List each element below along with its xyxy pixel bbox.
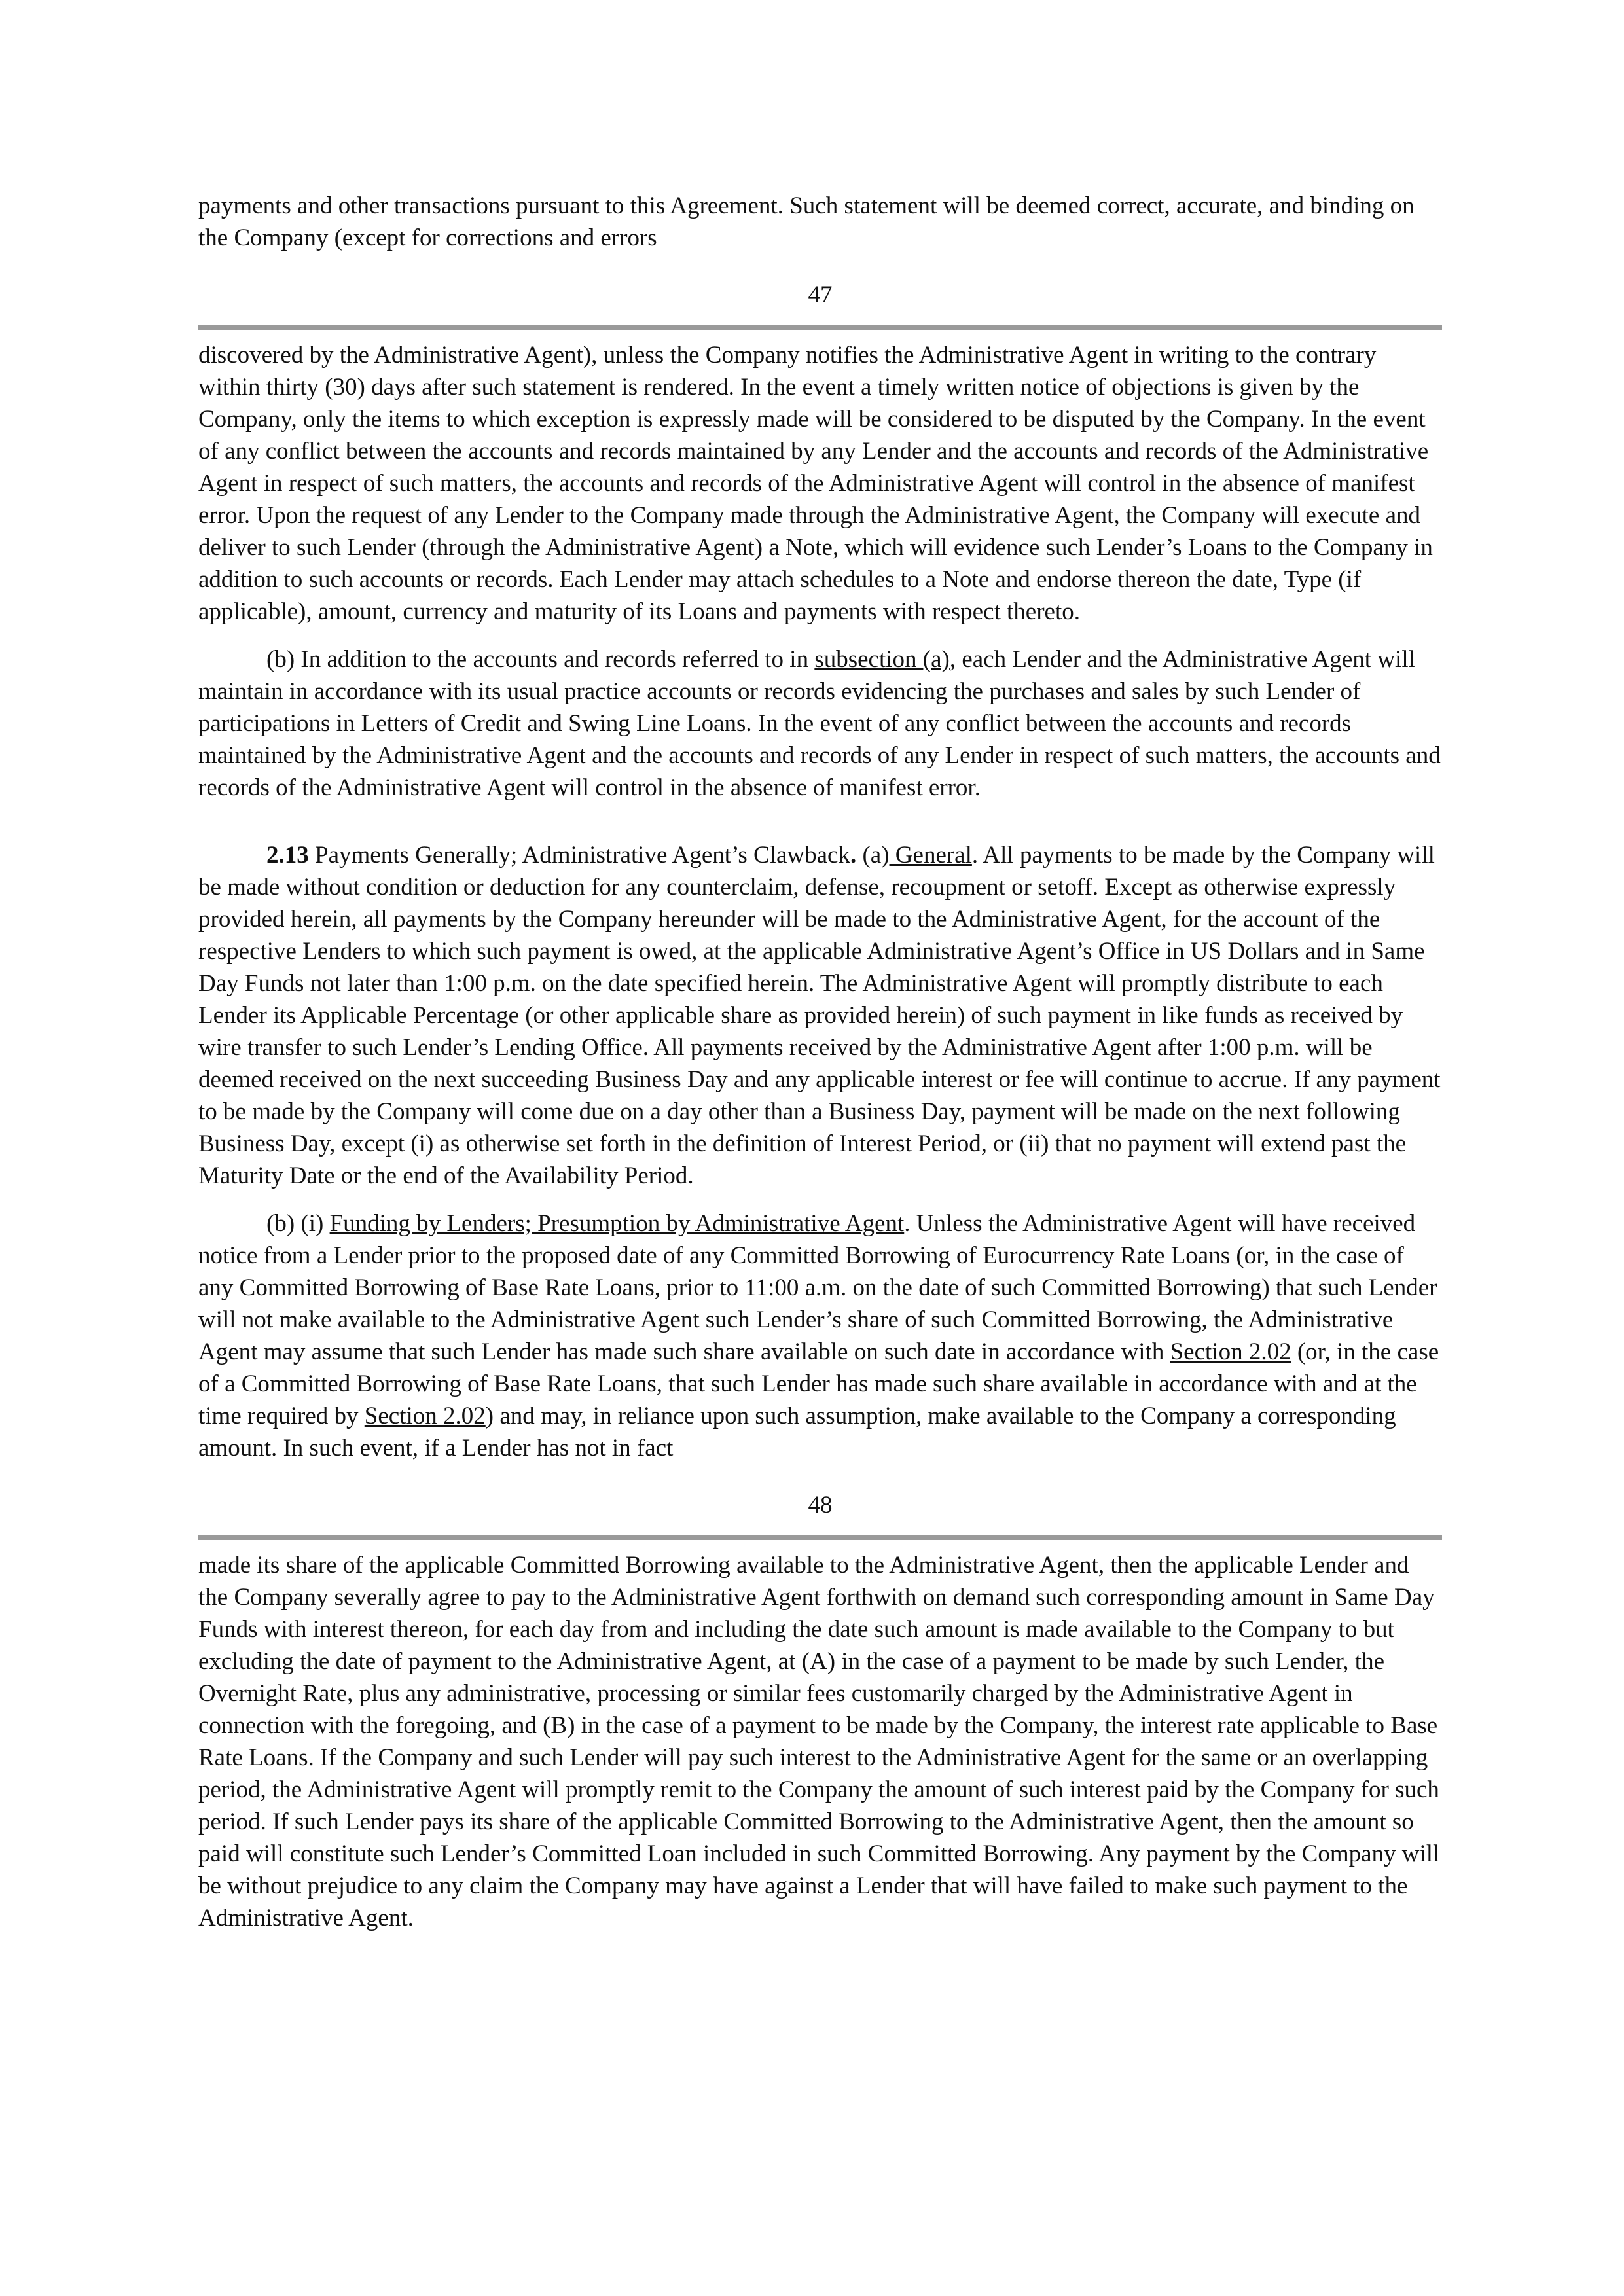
subsection-a-reference: subsection (a) xyxy=(814,646,950,673)
subsection-label: (a) xyxy=(856,842,890,869)
paragraph-text: (or, in the case of a Committed Borrowing of Base Rate Loans, that such Lender has made such share available in accordance with and at the time required by xyxy=(198,1338,1439,1429)
section-heading: Payments Generally; Administrative Agent’s Clawback xyxy=(308,842,850,869)
section-number: 2.13 xyxy=(266,842,309,869)
section-2-13-paragraph xyxy=(198,839,1442,1192)
section-2-02-reference: Section 2.02 xyxy=(364,1403,486,1429)
paragraph-text: , each Lender and the Administrative Agent will maintain in accordance with its usual practice accounts or records evidencing the purchases and sales by such Lender of participations in Letters of Credit and Swing Line Loans. In the event of any conflict between the accounts and records maintained by the Administrative Agent and the accounts and records of any Lender in respect of such matters, the accounts and records of the Administrative Agent will control in the absence of manifest error. xyxy=(198,646,1441,801)
paragraph-text: ) and may, in reliance upon such assumption, make available to the Company a corresponding amount. In such event, if a Lender has not in fact xyxy=(198,1403,1396,1462)
paragraph-funding-by-lenders xyxy=(198,1208,1442,1464)
subsection-title-general: General xyxy=(889,842,972,869)
paragraph-accounts-records: discovered by the Administrative Agent), unless the Company notifies the Administrative Agent in writing to the contrary within thirty (30) days after such statement is rendered. In the event a timely written notice of objections is given by the Company, only the items to which exception is expressly made will be considered to be disputed by the Company. In the event of any conflict between the accounts and records maintained by any Lender and the accounts and records of the Administrative Agent in respect of such matters, the accounts and records of the Administrative Agent will control in the absence of manifest error. Upon the request of any Lender to the Company made through the Administrative Agent, the Company will execute and deliver to such Lender (through the Administrative Agent) a Note, which will evidence such Lender’s Loans to the Company in addition to such accounts or records. Each Lender may attach schedules to a Note and endorse thereon the date, Type (if applicable), amount, currency and maturity of its Loans and payments with respect thereto. xyxy=(198,342,1433,625)
document-page xyxy=(198,190,1442,1934)
paragraph-text: (b) (i) xyxy=(266,1210,330,1237)
page-number: 47 xyxy=(808,281,833,308)
subsection-title-funding: Funding by Lenders; Presumption by Administrative Agent xyxy=(329,1210,905,1237)
paragraph-continued-47: payments and other transactions pursuant to this Agreement. Such statement will be deemed correct, accurate, and binding on the Company (except for corrections and errors xyxy=(198,192,1415,251)
paragraph-subsection-b xyxy=(198,643,1442,804)
section-heading-period: . xyxy=(850,842,857,869)
page-break-divider xyxy=(198,1535,1442,1540)
page-break-divider xyxy=(198,325,1442,330)
paragraph-text: . Unless the Administrative Agent will have received notice from a Lender prior to the proposed date of any Committed Borrowing of Eurocurrency Rate Loans (or, in the case of any Committed Borrowing of Base Rate Loans, prior to 11:00 a.m. on the date of such Committed Borrowing) that such Lender will not make available to the Administrative Agent such Lender’s share of such Committed Borrowing, the Administrative Agent may assume that such Lender has made such share available on such date in accordance with xyxy=(198,1210,1437,1365)
section-2-02-reference: Section 2.02 xyxy=(1170,1338,1291,1365)
paragraph-text: . All payments to be made by the Company will be made without condition or deduction for any counterclaim, defense, recoupment or setoff. Except as otherwise expressly provided herein, all payments by the Company hereunder will be made to the Administrative Agent, for the account of the respective Lenders to which such payment is owed, at the applicable Administrative Agent’s Office in US Dollars and in Same Day Funds not later than 1:00 p.m. on the date specified herein. The Administrative Agent will promptly distribute to each Lender its Applicable Percentage (or other applicable share as provided herein) of such payment in like funds as received by wire transfer to such Lender’s Lending Office. All payments received by the Administrative Agent after 1:00 p.m. will be deemed received on the next succeeding Business Day and any applicable interest or fee will continue to accrue. If any payment to be made by the Company will come due on a day other than a Business Day, payment will be made on the next following Business Day, except (i) as otherwise set forth in the definition of Interest Period, or (ii) that no payment will extend past the Maturity Date or the end of the Availability Period. xyxy=(198,842,1441,1189)
paragraph-text: (b) In addition to the accounts and records referred to in xyxy=(266,646,815,673)
paragraph-continued-49: made its share of the applicable Committed Borrowing available to the Administrative Agent, then the applicable Lender and the Company severally agree to pay to the Administrative Agent forthwith on demand such corresponding amount in Same Day Funds with interest thereon, for each day from and including the date such amount is made available to the Company to but excluding the date of payment to the Administrative Agent, at (A) in the case of a payment to be made by such Lender, the Overnight Rate, plus any administrative, processing or similar fees customarily charged by the Administrative Agent in connection with the foregoing, and (B) in the case of a payment to be made by the Company, the interest rate applicable to Base Rate Loans. If the Company and such Lender will pay such interest to the Administrative Agent for the same or an overlapping period, the Administrative Agent will promptly remit to the Company the amount of such interest paid by the Company for such period. If such Lender pays its share of the applicable Committed Borrowing to the Administrative Agent, then the amount so paid will constitute such Lender’s Committed Loan included in such Committed Borrowing. Any payment by the Company will be without prejudice to any claim the Company may have against a Lender that will have failed to make such payment to the Administrative Agent. xyxy=(198,1552,1440,1931)
page-number: 48 xyxy=(808,1492,833,1518)
